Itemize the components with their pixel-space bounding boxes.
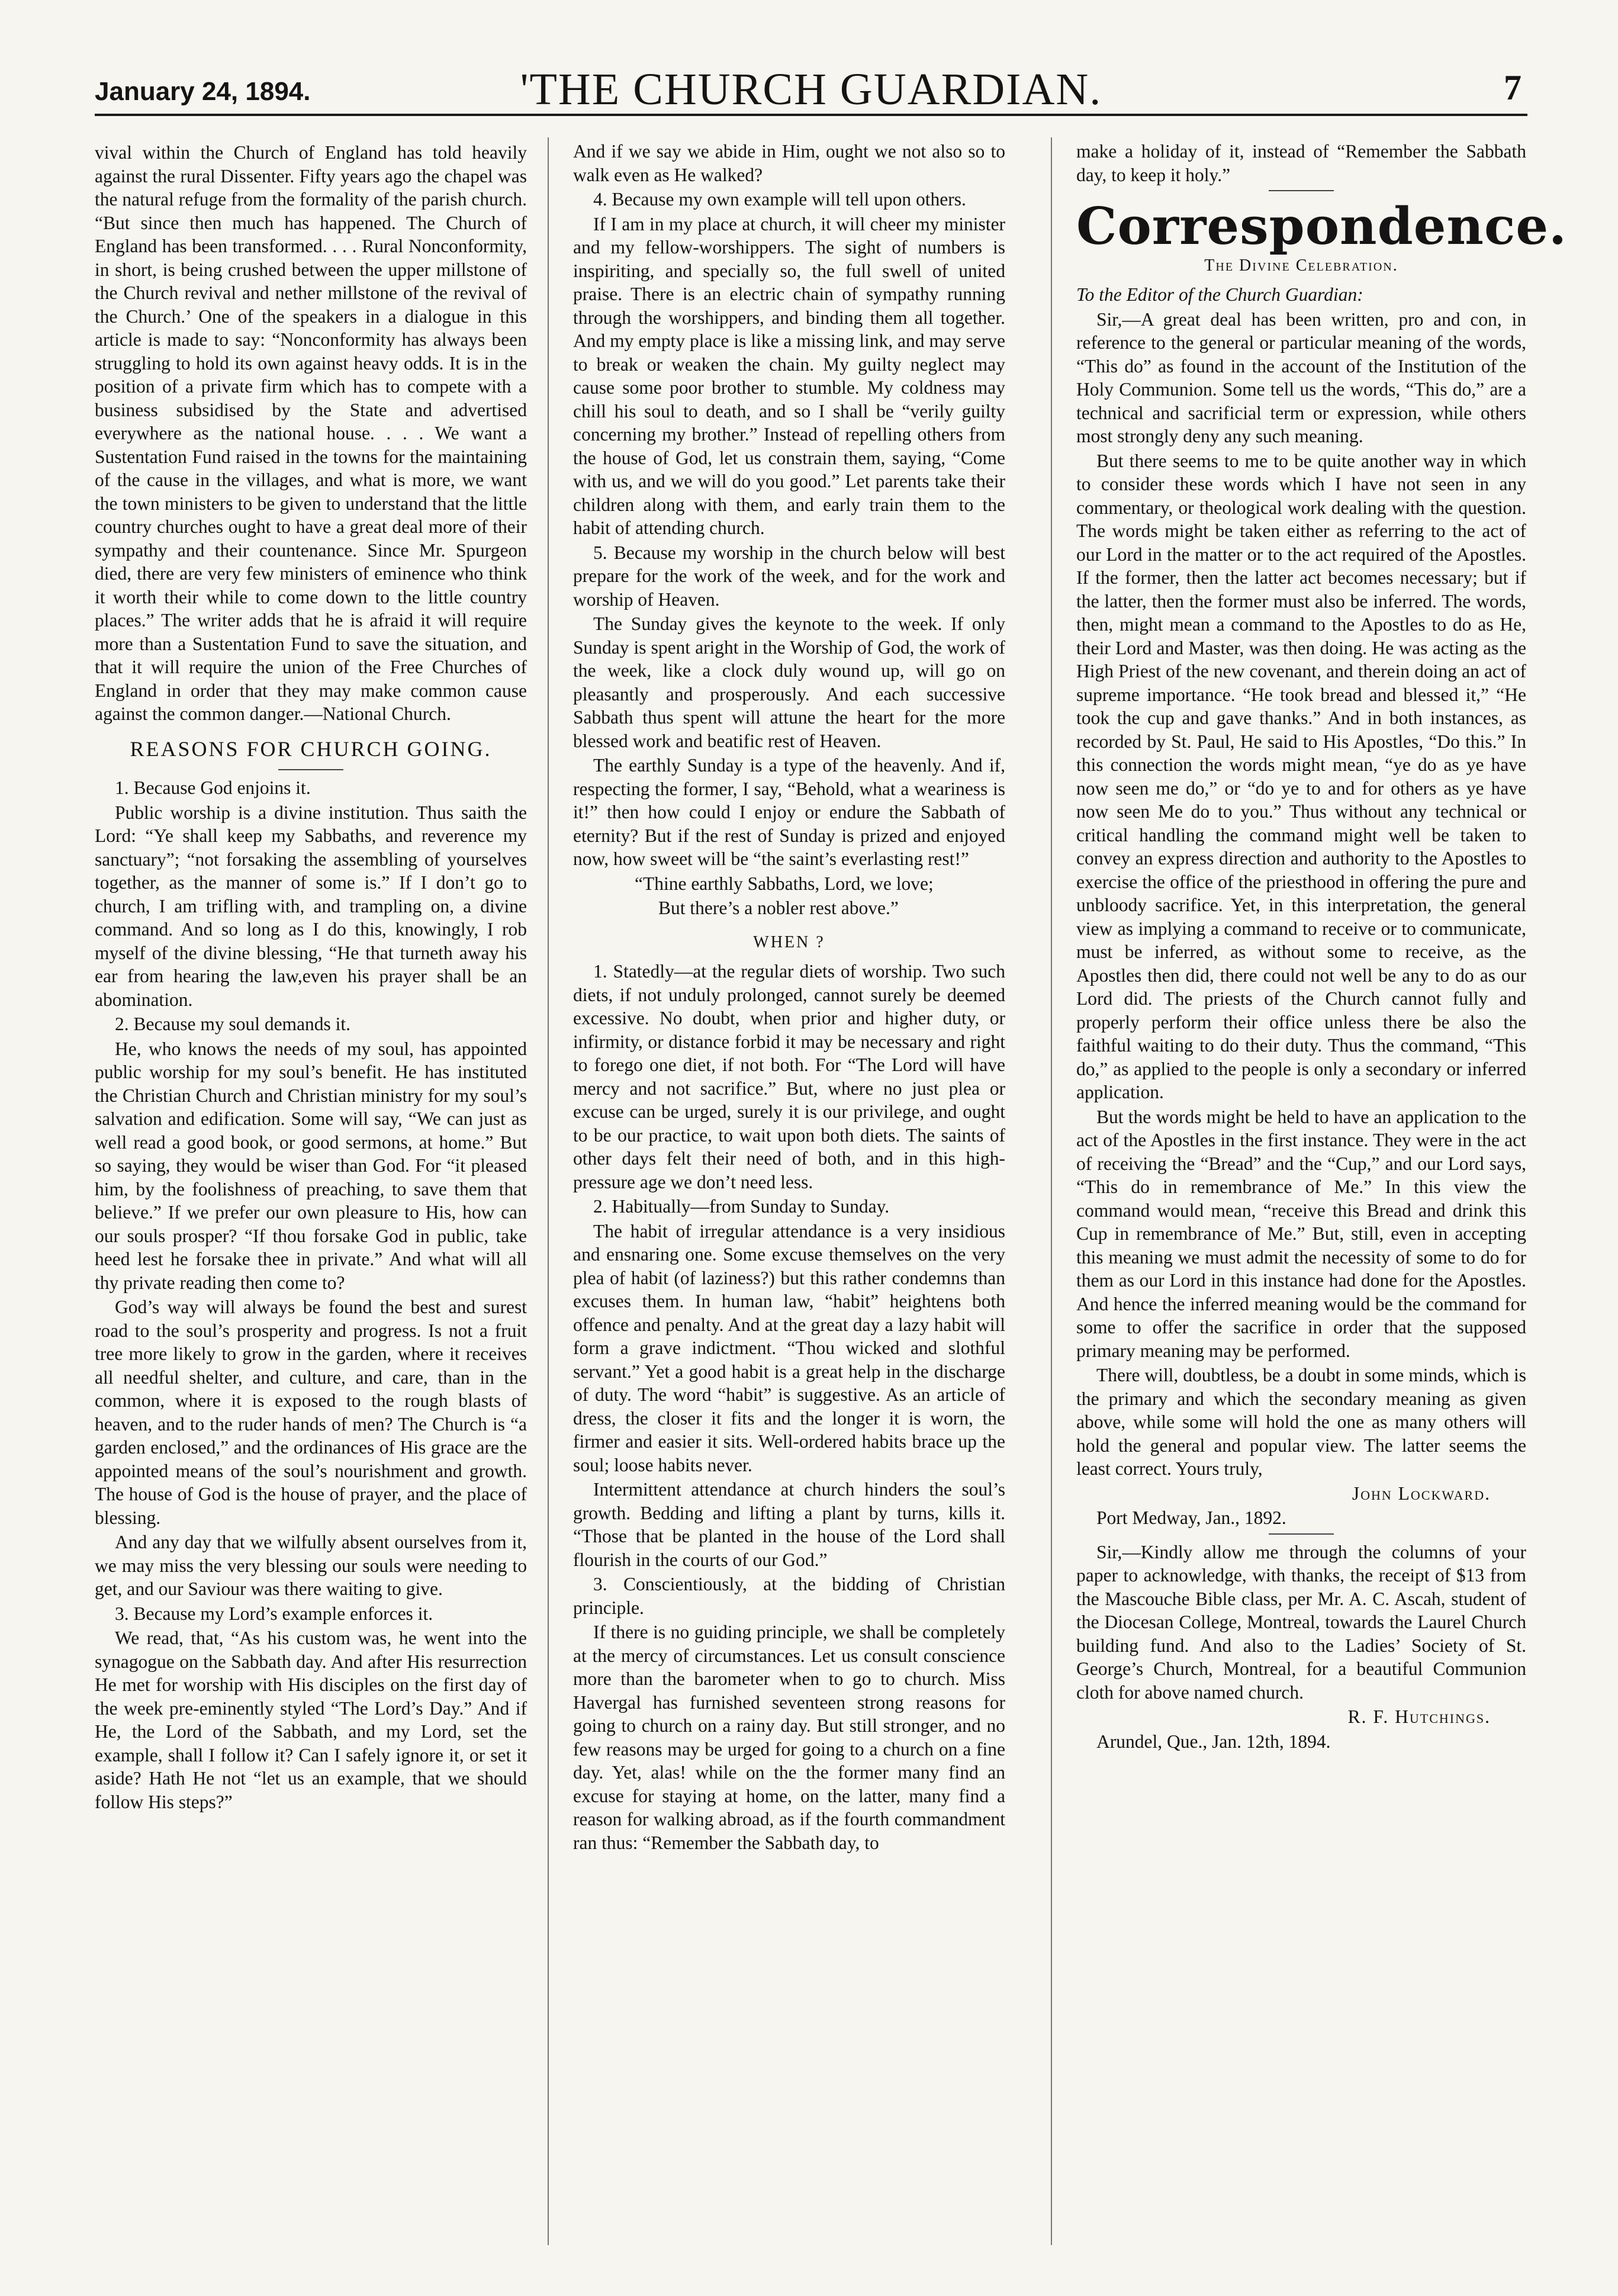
letter-text: Sir,—Kindly allow me through the columns of your paper to acknowledge, with thanks, the receipt of $13 from the Mascouche Bible class, per Mr. A. C. Ascah, student of the Diocesan College, Montreal, towards the Laurel Church building fund. And also to the Ladies’ Society of St. George’s Church, Montreal, for a beautiful Communion cloth for above named church.	[1076, 1541, 1526, 1703]
verse-line: But there’s a nobler rest above.”	[658, 898, 899, 918]
article-text: We read, that, “As his custom was, he went into the synagogue on the Sabbath day. And after His resurrection He met for worship with His disciples on the first day of the week pre-eminently styled “The Lord’s Day.” And if He, the Lord of the Sabbath, and my Lord, set the example, shall I follow it? Can I safely ignore it, or set it aside? Hath He not “let us an example, that we should follow His steps?”	[95, 1628, 527, 1812]
letter-divider	[1269, 1533, 1334, 1535]
letter-title: The Divine Celebration.	[1204, 256, 1398, 275]
article-point: 5. Because my worship in the church below will best prepare for the work of the week, and for the work and worship of Heaven.	[573, 542, 1005, 610]
article-point: 2. Because my soul demands it.	[115, 1014, 351, 1034]
article-text: God’s way will always be found the best and surest road to the soul’s prosperity and progress. Is not a fruit tree more likely to grow in the garden, where it receives all needful shelter, and culture, and care, than in the common, where it is exposed to the rough blasts of heaven, and to the ruder hands of men? The Church is “a garden enclosed,” and the ordinances of His grace are the appointed means of the soul’s nourishment and growth. The house of God is the house of prayer, and the place of blessing.	[95, 1297, 527, 1528]
letter-text: But the words might be held to have an application to the act of the Apostles in the first instance. They were in the act of receiving the “Bread” and the “Cup,” and our Lord says, “This do in remembrance of Me.” In this view the command would mean, “receive this Bread and drink this Cup in remembrance of Me.” But, still, even in accepting this meaning we must admit the necessity of some to do for them as our Lord in this instance had done for the Apostles. And hence the inferred meaning would be the command for some to offer the sacrifice in order that the supposed primary meaning may be performed.	[1076, 1106, 1526, 1361]
article-text: And any day that we wilfully absent ourselves from it, we may miss the very blessing our souls were needing to get, and our Saviour was there waiting to give.	[95, 1532, 527, 1599]
article-text: vival within the Church of England has told heavily against the rural Dissenter. Fifty years ago the chapel was the natural refuge from the formality of the parish church. “But since then much has happened. The Church of England has been transformed. . . . Rural Nonconformity, in short, is being crushed between the upper millstone of the Church revival and nether millstone of the revival of the Church.’ One of the speakers in a dialogue in this article is made to say: “Nonconformity has always been struggling to hold its own against heavy odds. It is in the position of a private firm which has to compete with a business subsidised by the State and advertised everywhere as the national house. . . . We want a Sustentation Fund raised in the towns for the maintaining of the cause in the villages, and what is more, we want the town ministers to be given to understand that the little country churches ought to have a great deal more of their sympathy and their countenance. Since Mr. Spurgeon died, there are very few ministers of eminence who think it worth their while to come down to the little country places.” The writer adds that he is afraid it will require more than a Sustentation Fund to save the situation, and that it will require the union of the Free Churches of England in order that they may make common cause against the common danger.—National Church.	[95, 142, 527, 724]
article-text: If there is no guiding principle, we shall be completely at the mercy of circumstances. Let us consult conscience more than the barometer when to go to church. Miss Havergal has furnished seventeen strong reasons for going to church on a rainy day. But still stronger, and no few reasons may be urged for going to a church on a fine day. Yet, alas! while on the the former many find an excuse for staying at home, on the latter, many find a reason for walking abroad, as if the fourth commandment ran thus: “Remember the Sabbath day, to	[573, 1622, 1005, 1853]
article-text: Public worship is a divine institution. Thus saith the Lord: “Ye shall keep my Sabbaths, and reverence my sanctuary”; “not forsaking the assembling of yourselves together, as the manner of some is.” If I don’t go to church, I am trifling with, and trampling on, a divine command. And so long as I do this, knowingly, I rob myself of the divine blessing, “He that turneth away his ear from hearing the law,even his prayer shall be an abomination.	[95, 802, 527, 1010]
letter-place-date: Arundel, Que., Jan. 12th, 1894.	[1096, 1731, 1331, 1752]
newspaper-title: 'THE CHURCH GUARDIAN.	[520, 65, 1102, 114]
verse-line: “Thine earthly Sabbaths, Lord, we love;	[635, 873, 934, 894]
article-point: 3. Conscientiously, at the bidding of Christian principle.	[573, 1574, 1005, 1618]
section-rule	[1269, 190, 1334, 191]
letter-signature: John Lockward.	[1352, 1483, 1491, 1504]
letter-signature: R. F. Hutchings.	[1347, 1706, 1491, 1727]
article-point: 4. Because my own example will tell upon others.	[593, 189, 966, 210]
issue-date: January 24, 1894.	[95, 77, 311, 106]
letter-place-date: Port Medway, Jan., 1892.	[1096, 1507, 1286, 1528]
article-text: The habit of irregular attendance is a very insidious and ensnaring one. Some excuse themselves on the very plea of habit (of laziness?) but this rather condemns than excuses them. In human law, “habit” heightens both offence and penalty. And at the great day a lazy habit will form a grave indictment. “Thou wicked and slothful servant.” Yet a good habit is a great help in the discharge of duty. The word “habit” is suggestive. As an article of dress, the closer it fits and the longer it is worn, the firmer and easier it sits. Well-ordered habits brace up the soul; loose habits never.	[573, 1220, 1005, 1475]
article-text: If I am in my place at church, it will cheer my minister and my fellow-worshippers. The sight of numbers is inspiriting, and specially so, the full swell of united praise. There is an electric chain of sympathy running through the worshippers, and binding them all together. And my empty place is like a missing link, and may serve to break or weaken the chain. My guilty neglect may cause some poor brother to stumble. My coldness may chill his soul to death, and so I shall be “verily guilty concerning my brother.” Instead of repelling others from the house of God, let us constrain them, saying, “Come with us, and we will do you good.” Let parents take their children along with them, and early train them to the habit of attending church.	[573, 213, 1005, 538]
article-text: 1. Statedly—at the regular diets of worship. Two such diets, if not unduly prolonged, cannot surely be deemed excessive. No doubt, when prior and higher duty, or infirmity, or distance forbid it may be necessary and right to forego one diet, if not both. For “The Lord will have mercy and not sacrifice.” But, where no just plea or excuse can be urged, surely it is our privilege, and ought to be our practice, to wait upon both diets. The saints of other days felt their need of both, and in this high-pressure age we don’t need less.	[573, 961, 1005, 1192]
article-text: He, who knows the needs of my soul, has appointed public worship for my soul’s benefit. He has instituted the Christian Church and Christian ministry for my soul’s salvation and edification. Some will say, “We can just as well read a good book, or good sermons, at home.” But so saying, they would be wiser than God. For “it pleased him, by the foolishness of preaching, to save them that believe.” If we prefer our own pleasure to His, how can our souls prosper? “If thou forsake God in public, take heed lest he forsake thee in private.” And what will all thy private reading then come to?	[95, 1038, 527, 1293]
column-2	[573, 140, 1005, 1856]
letter-text: Sir,—A great deal has been written, pro and con, in reference to the general or particular meaning of the words, “This do” as found in the account of the Institution of the Holy Communion. Some tell us the words, “This do,” are a technical and sacrificial term or expression, while others most strongly deny any such meaning.	[1076, 308, 1526, 446]
letter-text: There will, doubtless, be a doubt in some minds, which is the primary and which the secondary meaning as given above, while some will hold the one as many others will hold the general and popular view. The latter seems the least correct. Yours truly,	[1076, 1365, 1526, 1479]
column-divider	[1051, 137, 1052, 2245]
section-subheading: WHEN ?	[753, 932, 825, 951]
letter-salutation: To the Editor of the Church Guardian:	[1076, 284, 1363, 305]
article-text: make a holiday of it, instead of “Remember the Sabbath day, to keep it holy.”	[1076, 141, 1526, 185]
article-text: The Sunday gives the keynote to the week. If only Sunday is spent aright in the Worship of God, the work of the week, like a clock duly wound up, will go on pleasantly and prosperously. And each successive Sabbath thus spent will attune the heart for the more blessed work and beatific rest of Heaven.	[573, 613, 1005, 751]
correspondence-heading: Correspondence.	[1076, 197, 1567, 256]
section-heading: REASONS FOR CHURCH GOING.	[130, 737, 492, 761]
article-text: The earthly Sunday is a type of the heavenly. And if, respecting the former, I say, “Behold, what a weariness is it!” then how could I enjoy or endure the Sabbath of eternity? But if the rest of Sunday is prized and enjoyed now, how sweet will be “the saint’s everlasting rest!”	[573, 755, 1005, 869]
column-1	[95, 141, 527, 1815]
page-number: 7	[1504, 68, 1522, 107]
heading-rule	[278, 769, 343, 770]
column-3	[1076, 140, 1567, 1754]
article-point: 1. Because God enjoins it.	[115, 777, 311, 798]
article-text: Intermittent attendance at church hinders the soul’s growth. Bedding and lifting a plant by turns, kills it. “Those that be planted in the house of the Lord shall flourish in the courts of our God.”	[573, 1479, 1005, 1570]
letter-text: But there seems to me to be quite another way in which to consider these words which I have not seen in any commentary, or theological work dealing with the question. The words might be taken either as referring to the act of our Lord in the matter or to the act required of the Apostles. If the former, then the latter act becomes necessary; but if the latter, then the former must also be inferred. The words, then, might mean a command to the Apostles to do as He, their Lord and Master, was then doing. He was acting as the High Priest of the new covenant, and therein doing an act of supreme importance. “He took bread and blessed it,” “He took the cup and gave thanks.” And in both instances, as recorded by St. Paul, He said to His Apostles, “Do this.” In this connection the words might mean, “ye do as ye have now seen me do,” or “do ye to and for others as ye have now seen Me do to you.” Thus without any technical or critical handling the command might well be taken to convey an express direction and authority to the Apostles to exercise the office of the priesthood in offering the pure and unbloody sacrifice. Yet, in this interpretation, the general view as implying a command to receive or to communicate, must be inferred, as without some to receive, as the Apostles then did, there could not well be any to do as our Lord did. The priests of the Church cannot fully and properly perform their office unless there be also the faithful waiting to do their duty. Thus the command, “This do,” as applied to the people is only a secondary or inferred application.	[1076, 450, 1526, 1102]
article-point: 3. Because my Lord’s example enforces it.	[115, 1603, 433, 1624]
article-text: And if we say we abide in Him, ought we not also so to walk even as He walked?	[573, 141, 1005, 185]
masthead	[95, 59, 1527, 116]
column-divider	[548, 137, 549, 2245]
article-point: 2. Habitually—from Sunday to Sunday.	[593, 1196, 890, 1217]
